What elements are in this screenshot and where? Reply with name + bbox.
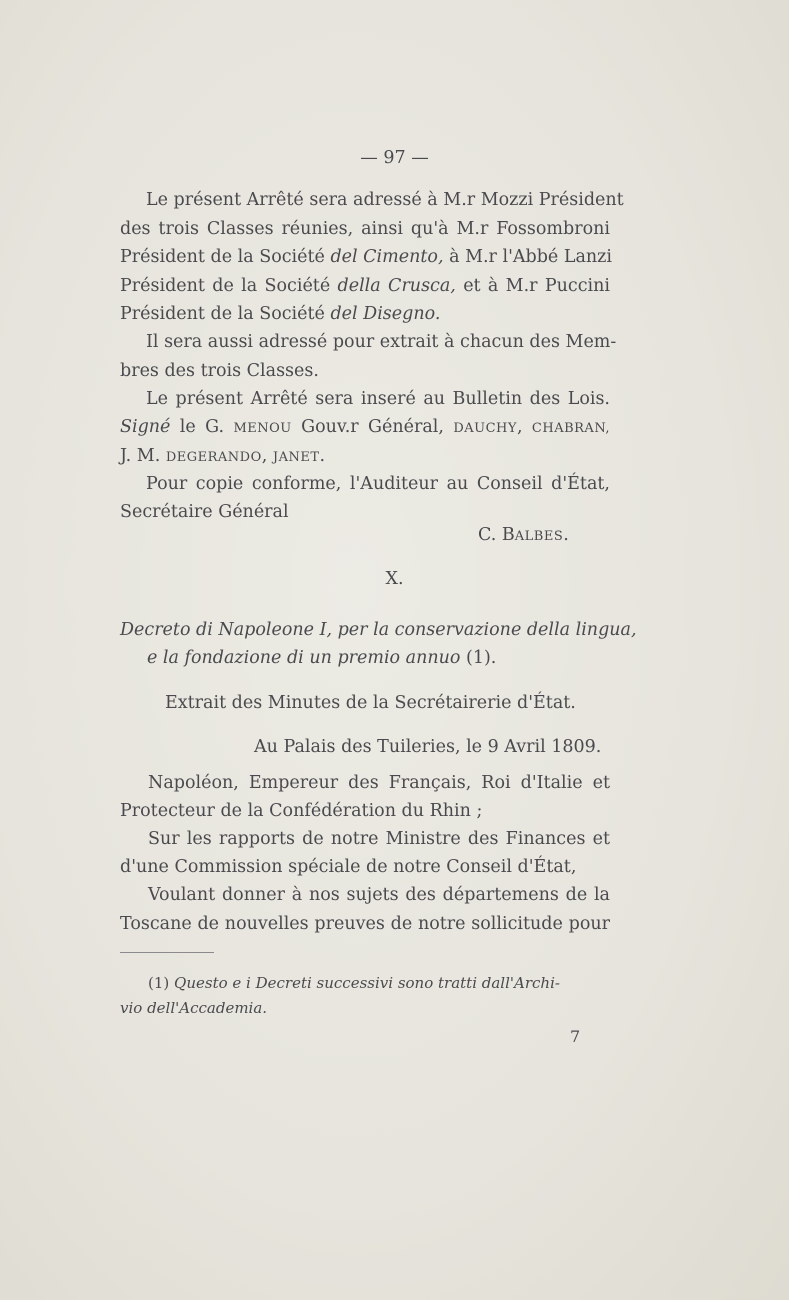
signature-mark: 7 bbox=[570, 1027, 581, 1046]
page-number: — 97 — bbox=[360, 148, 429, 168]
date-line: Au Palais des Tuileries, le 9 Avril 1809. bbox=[254, 737, 602, 757]
section-numeral: X. bbox=[385, 569, 404, 589]
text-line: Président de la Société della Crusca, et à M.r Puccini bbox=[120, 276, 610, 296]
footnote-line: (1) Questo e i Decreti successivi sono tratti dall'Archi- bbox=[148, 974, 560, 992]
text-line: Protecteur de la Confédération du Rhin ; bbox=[120, 801, 483, 821]
signatories-line: J. M. DEGERANDO, JANET. bbox=[120, 446, 326, 466]
text-line: Président de la Société del Disegno. bbox=[120, 304, 441, 324]
text-line: Voulant donner à nos sujets des départemens de la bbox=[148, 885, 610, 905]
text-line: Il sera aussi adressé pour extrait à chacun des Mem- bbox=[146, 332, 617, 352]
text-line: Toscane de nouvelles preuves de notre sollicitude pour bbox=[120, 914, 610, 934]
text-line: Président de la Société del Cimento, à M.r l'Abbé Lanzi bbox=[120, 247, 612, 267]
text-line: Secrétaire Général bbox=[120, 502, 289, 522]
text-line: Le présent Arrêté sera inseré au Bulletin des Lois. bbox=[146, 389, 610, 409]
extrait-line: Extrait des Minutes de la Secrétairerie d'État. bbox=[165, 693, 576, 713]
text-line: Le présent Arrêté sera adressé à M.r Mozzi Président bbox=[146, 190, 624, 210]
signature-balbes: C. BALBES. bbox=[478, 525, 569, 545]
section-title: e la fondazione di un premio annuo (1). bbox=[147, 648, 497, 668]
text-line: des trois Classes réunies, ainsi qu'à M.r Fossombroni bbox=[120, 219, 610, 239]
text-line: Sur les rapports de notre Ministre des Finances et bbox=[148, 829, 610, 849]
footnote-line: vio dell'Accademia. bbox=[120, 999, 268, 1017]
text-line: Pour copie conforme, l'Auditeur au Conseil d'État, bbox=[146, 474, 610, 494]
text-line: bres des trois Classes. bbox=[120, 361, 319, 381]
text-line: Napoléon, Empereur des Français, Roi d'Italie et bbox=[148, 773, 610, 793]
section-title: Decreto di Napoleone I, per la conservazione della lingua, bbox=[120, 620, 637, 640]
text-line: d'une Commission spéciale de notre Conseil d'État, bbox=[120, 857, 577, 877]
footnote-rule bbox=[120, 952, 214, 953]
signatories-line: Signé le G. MENOU Gouv.r Général, DAUCHY, CHABRAN, bbox=[120, 417, 610, 437]
